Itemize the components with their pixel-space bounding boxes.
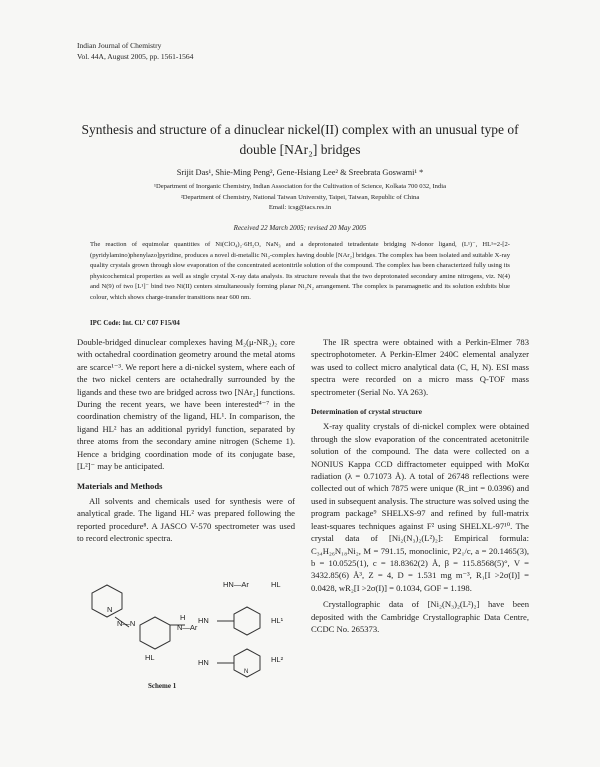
hl-label: HL: [145, 653, 155, 662]
hn-ar-label: HN—Ar: [223, 580, 249, 589]
journal-header: [77, 40, 193, 62]
title-line-1: Synthesis and structure of a dinuclear nickel(II) complex with an unusual type of: [81, 122, 519, 137]
materials-paragraph: All solvents and chemicals used for synthesis were of analytical grade. The ligand HL² was prepared following the reported procedure⁸. A JASCO V-570 spectrometer was used to record electronic spectra.: [77, 495, 295, 544]
ir-paragraph: The IR spectra were obtained with a Perkin-Elmer 783 spectrophotometer. A Perkin-Elmer 240C elemental analyzer was used to collect micro analytical data (C, H, N). ESI mass spectra were recorded on a micro mass Q-TOF mass spectrometer (Serial No. YA 263).: [311, 337, 529, 397]
hl-header-label: HL: [271, 580, 281, 589]
crystal-paragraph: X-ray quality crystals of di-nickel complex were obtained through the slow evaporation of the concentrated acetonitrile solution of the compound. The data were collected on a NONIUS Kappa CCD diffractometer equipped with MoKα radiation (λ = 0.71073 Å). A total of 26748 reflections were collected out of which 7875 were unique (R_int = 0.0396) and used in subsequent analysis. The structure was solved using the program package⁹ SHELXS-97 and refined by full-matrix least-squares techniques against F² using SHELXL-97¹⁰. The crystal data of [Ni₂(N₃)₂(L²)₂]: Empirical formula: C₃₄H₂₆N₁₈Ni₂, M = 791.15, monoclinic, P2₁/c, a = 20.1465(3), b = 10.0525(1), c = 18.8362(2) Å, β = 115.8568(5)°, V = 3432.85(6) Å³, Z = 4, D = 1.531 mg m⁻³, R₁[I >2σ(I)] = 0.0428, wR₂[I >2σ(I)] = 0.1034, GOF = 1.198.: [311, 421, 529, 593]
hn-label-2: HN: [198, 658, 209, 667]
amine-ar-label: N—Ar: [177, 623, 198, 632]
affiliations: [50, 182, 550, 214]
title-line-2: double [NAr₂] bridges: [239, 142, 361, 157]
materials-heading: Materials and Methods: [77, 481, 163, 492]
intro-paragraph: Double-bridged dinuclear complexes having M₂(μ-NR₂)₂ core with octahedral coordination geometry around the metal atoms are scarce¹⁻³. We report here a di-nickel system, where each of the two nickel centers are octahedrally surrounded by the ligands and these two are bridged across two [NAr₂] functions. During the recent years, we have been interested⁴⁻⁷ in the coordination chemistry of the ligand, HL¹. In comparison, the ligand HL² has an additional pyridyl function, separated by three atoms from the secondary amine nitrogen (Scheme 1). Hence a bridging coordination mode of its conjugate base, [L²]⁻ may be anticipated.: [77, 337, 295, 472]
affiliation-2: ²Department of Chemistry, National Taiwan University, Taipei, Taiwan, Republic of China: [180, 193, 420, 201]
authors: Srijit Das¹, Shie-Ming Peng², Gene-Hsiang Lee² & Sreebrata Goswami¹ *: [176, 168, 424, 177]
scheme-caption: Scheme 1: [148, 682, 177, 690]
pyridine-n-hl2-label: N: [244, 669, 249, 675]
received-dates: Received 22 March 2005; revised 20 May 2005: [233, 224, 367, 232]
journal-volume: Vol. 44A, August 2005, pp. 1561-1564: [77, 52, 194, 61]
amine-h-label: H: [180, 613, 186, 622]
journal-name: Indian Journal of Chemistry: [77, 41, 162, 50]
azo-label: N—N: [117, 619, 136, 628]
abstract: The reaction of equimolar quantities of Ni(ClO₄)₂·6H₂O, NaN₃ and a deprotonated tetradentate bridging N-donor ligand, (L¹)⁻, HL¹=2-[2-(pyridylamino)phenylazo]pyridine, produces a novel di-metallic Ni₂-complex having double [NAr₂] bridges. The complex has been isolated and suitable X-ray quality crystals grown through slow evaporation of the concentrated acetonitrile solution of the compound. The complex has been characterized fully using its physicochemical properties as well as single crystal X-ray data analysis. Its structure reveals that the two deprotonated secondary amine nitrogens, viz. N(4) and N(9) of two [L¹]⁻ bind two Ni(II) centers simultaneously forming planar Ni₂N₂ arrangement. The complex is paramagnetic and its solution exhibits blue colour, which shows charge-transfer transitions near 600 nm.: [90, 241, 510, 301]
benzene-ring-hl: [140, 617, 170, 649]
hl2-label: HL²: [271, 655, 284, 664]
article-title: [50, 120, 550, 160]
hn-label-1: HN: [198, 616, 209, 625]
scheme-1: [77, 575, 302, 690]
affiliation-1: ¹Department of Inorganic Chemistry, Indian Association for the Cultivation of Science, Kolkata 700 032, India: [153, 183, 447, 190]
hl1-label: HL¹: [271, 616, 284, 625]
left-column: [77, 336, 295, 545]
right-column: [311, 336, 529, 635]
email[interactable]: Email: icsg@iacs.res.in: [268, 204, 332, 211]
pyridine-n-label: N: [107, 605, 113, 614]
crystal-heading: Determination of crystal structure: [311, 407, 422, 417]
deposit-paragraph: Crystallographic data of [Ni₂(N₃)₂(L²)₂] have been deposited with the Cambridge Crystallographic Data Centre, CCDC No. 265373.: [311, 599, 529, 634]
phenyl-ring-hl1: [234, 607, 260, 635]
ipc-code: IPC Code: Int. Cl.⁷ C07 F15/04: [90, 320, 180, 327]
